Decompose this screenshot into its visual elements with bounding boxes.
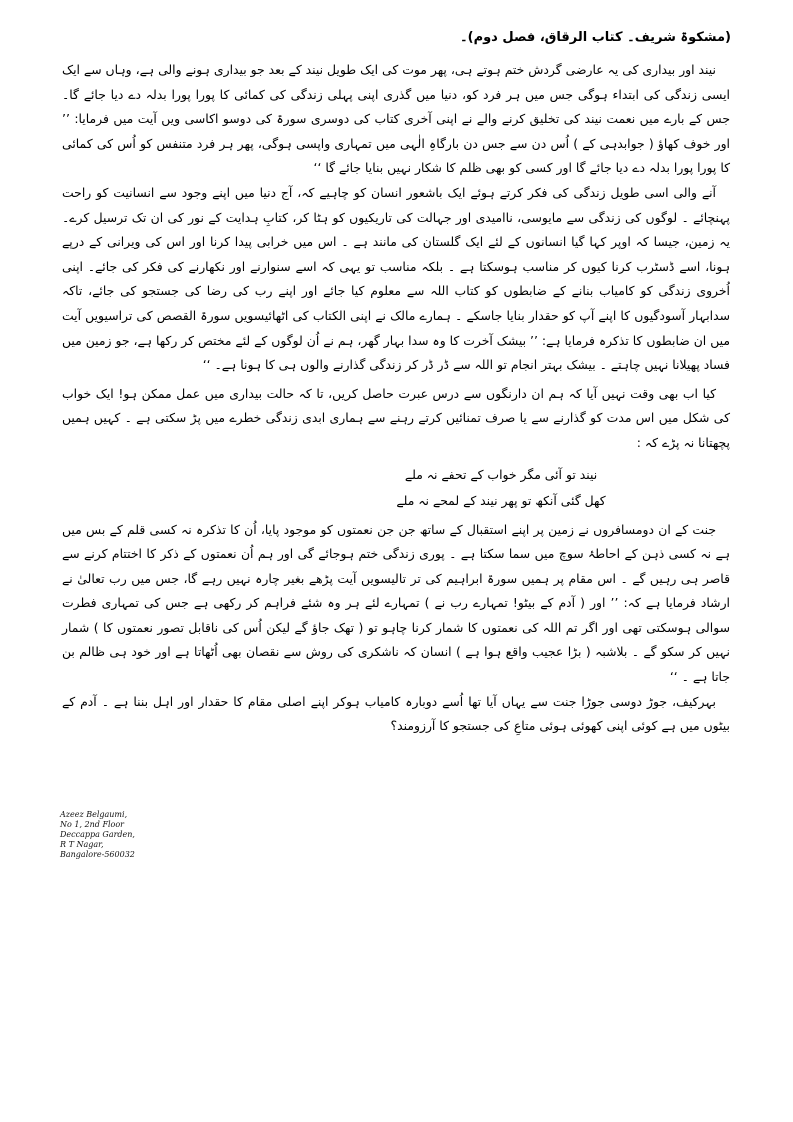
- paragraph-warning: کیا اب بھی وقت نہیں آیا کہ ہم ان دارنگوں سے درس عبرت حاصل کریں، تا کہ حالت بیداری میں عمل ممکن ہو! ایک خواب کی شکل میں اس مدت کو گذارنے سے یا صرف تمنائیں کرتے رہنے سے ہماری ابدی زندگی خطرے میں پڑ سکتی ہے ۔ کہیں ہمیں پچھتانا نہ پڑے کہ :: [62, 385, 730, 450]
- address-line: Azeez Belgaumi,: [60, 810, 128, 819]
- paragraph-paradise-blessings: جنت کے ان دومسافروں نے زمین پر اپنے استقبال کے ساتھ جن جن نعمتوں کو موجود پایا، اُن کا تذکرہ نہ کسی قلم کے بس میں ہے نہ کسی ذہن کے احاطۂ سوچ میں سما سکتا ہے ۔ پوری زندگی ختم ہوجائے گی اور ہم اُن نعمتوں کے ذکر کا اختتام کرنے سے قاصر ہی رہیں گے ۔ اس مقام پر ہمیں سورۃ ابراہیم کی تر تالیسویں آیت پڑھے بغیر چارہ نہیں رہے گا، جس میں رب تعالیٰ نے ارشاد فرمایا ہے کہ: ’’ اور ( آدم کے بیٹو! تمہارے رب نے ) تمہارے لئے ہر وہ شئے فراہم کر رکھی ہے جس کی تمہاری فطرت سوالی ہوسکتی تھی اور اگر تم اللہ کی نعمتوں کا شمار کرنا چاہو تو ( تھک جاؤ گے لیکن اُس کی ناقابل تصور نعمتوں کا ) شمار نہیں کر سکو گے ۔ بلاشبہ ( بڑا عجیب واقع ہوا ہے ) انسان کہ ناشکری کی روش سے نقصان بھی اُٹھاتا ہے اور خود ہی ظالم بن جاتا ہے ۔ ‘‘: [62, 521, 730, 685]
- address-line: Deccappa Garden,: [60, 830, 135, 839]
- poetry-couplet: [62, 462, 730, 514]
- source-reference-heading: (مشکوۃ شریف۔ کتاب الرقاق، فصل دوم)۔: [460, 30, 731, 45]
- address-line: R T Nagar,: [60, 840, 104, 849]
- paragraph-closing-question: بہرکیف، جوڑ دوسی جوڑا جنت سے یہاں آیا تھا اُسے دوبارہ کامیاب ہوکر اپنے اصلی مقام کا حقدار اور اہل بننا ہے ۔ آدم کے بیٹوں میں ہے کوئی اپنی کھوئی ہوئی متاعِ کی جستجو کا آرزومند؟: [62, 693, 730, 734]
- address-line: No 1, 2nd Floor: [60, 820, 125, 829]
- author-address: [60, 810, 135, 860]
- document-body: [62, 58, 730, 739]
- address-line: Bangalore-560032: [60, 850, 135, 859]
- couplet-line-1: نیند تو آئی مگر خواب کے تحفے نہ ملے: [404, 466, 598, 482]
- paragraph-sleep-and-waking: نیند اور بیداری کی یہ عارضی گردش ختم ہوتے ہی، پھر موت کی ایک طویل نیند کے بعد جو بیداری ہونے والی ہے، وہاں سے ایک ایسی زندگی کی ابتداء ہوگی جس میں ہر فرد کو، دنیا میں گذری اپنی پہلی زندگی کی کمائی کا پورا پورا بدلہ دے دیا جائے گا۔ جس کے بارے میں نعمت نیند کی تخلیق کرنے والے نے اپنی آخری کتاب کی دوسری سورۃ کی دوسو اکاسی ویں آیت میں فرمایا: ’’ اور خوف کھاؤ ( جوابدہی کے ) اُس دن سے جس دن بارگاہِ الٰہی میں تمہاری واپسی ہوگی، پھر ہر فرد متنفس کو اُس کی کمائی کا پورا پورا بدلہ دے دیا جائے گا اور کسی کو بھی ظلم کا شکار نہیں بنایا جائے گا ‘‘: [62, 62, 730, 176]
- couplet-line-2: کھل گئی آنکھ تو پھر نیند کے لمحے نہ ملے: [396, 492, 606, 508]
- paragraph-earthly-life: آنے والی اسی طویل زندگی کی فکر کرتے ہوئے ایک باشعور انسان کو چاہیے کہ، آج دنیا میں اپنے وجود سے انسانیت کو راحت پہنچائے ۔ لوگوں کی زندگی سے مایوسی، ناامیدی اور جہالت کی تاریکیوں کو ہٹا کر، کتابِ ہدایت کے نور کی ان تک ترسیل کرے۔ یہ زمین، جیسا کہ اوپر کہا گیا انسانوں کے لئے ایک گلستان کی مانند ہے ۔ اس میں خرابی پیدا کرنا اور اس کی ویرانی کے درپے ہونا، اسے ڈسٹرب کرنا کیوں کر مناسب ہوسکتا ہے ۔ بلکہ مناسب تو یہی کہ اسے سنوارنے اور نکھارنے کی فکر کی جائے۔ اپنی اُخروی زندگی کو کامیاب بنانے کے ضابطوں کو کتاب اللہ سے معلوم کیا جائے اور اپنے رب کی رضا کی جستجو کی جائے، تاکہ سدابہار آسودگیوں کا اپنے آپ کو حقدار بنایا جاسکے ۔ ہمارے مالک نے اپنی الکتاب کی اٹھائیسویں سورۃ القصص کی تراسیویں آیت میں ان ضابطوں کا تذکرہ فرمایا ہے: ’’ بیشک آخرت کا وہ سدا بہار گھر، ہم نے اُن لوگوں کے لئے مختص کر رکھا ہے، جو زمین میں فساد پھیلانا نہیں چاہتے ۔ بیشک بہتر انجام تو اللہ سے ڈر ڈر کر زندگی گذارنے والوں ہی کا ہونا ہے۔ ‘‘: [62, 184, 730, 373]
